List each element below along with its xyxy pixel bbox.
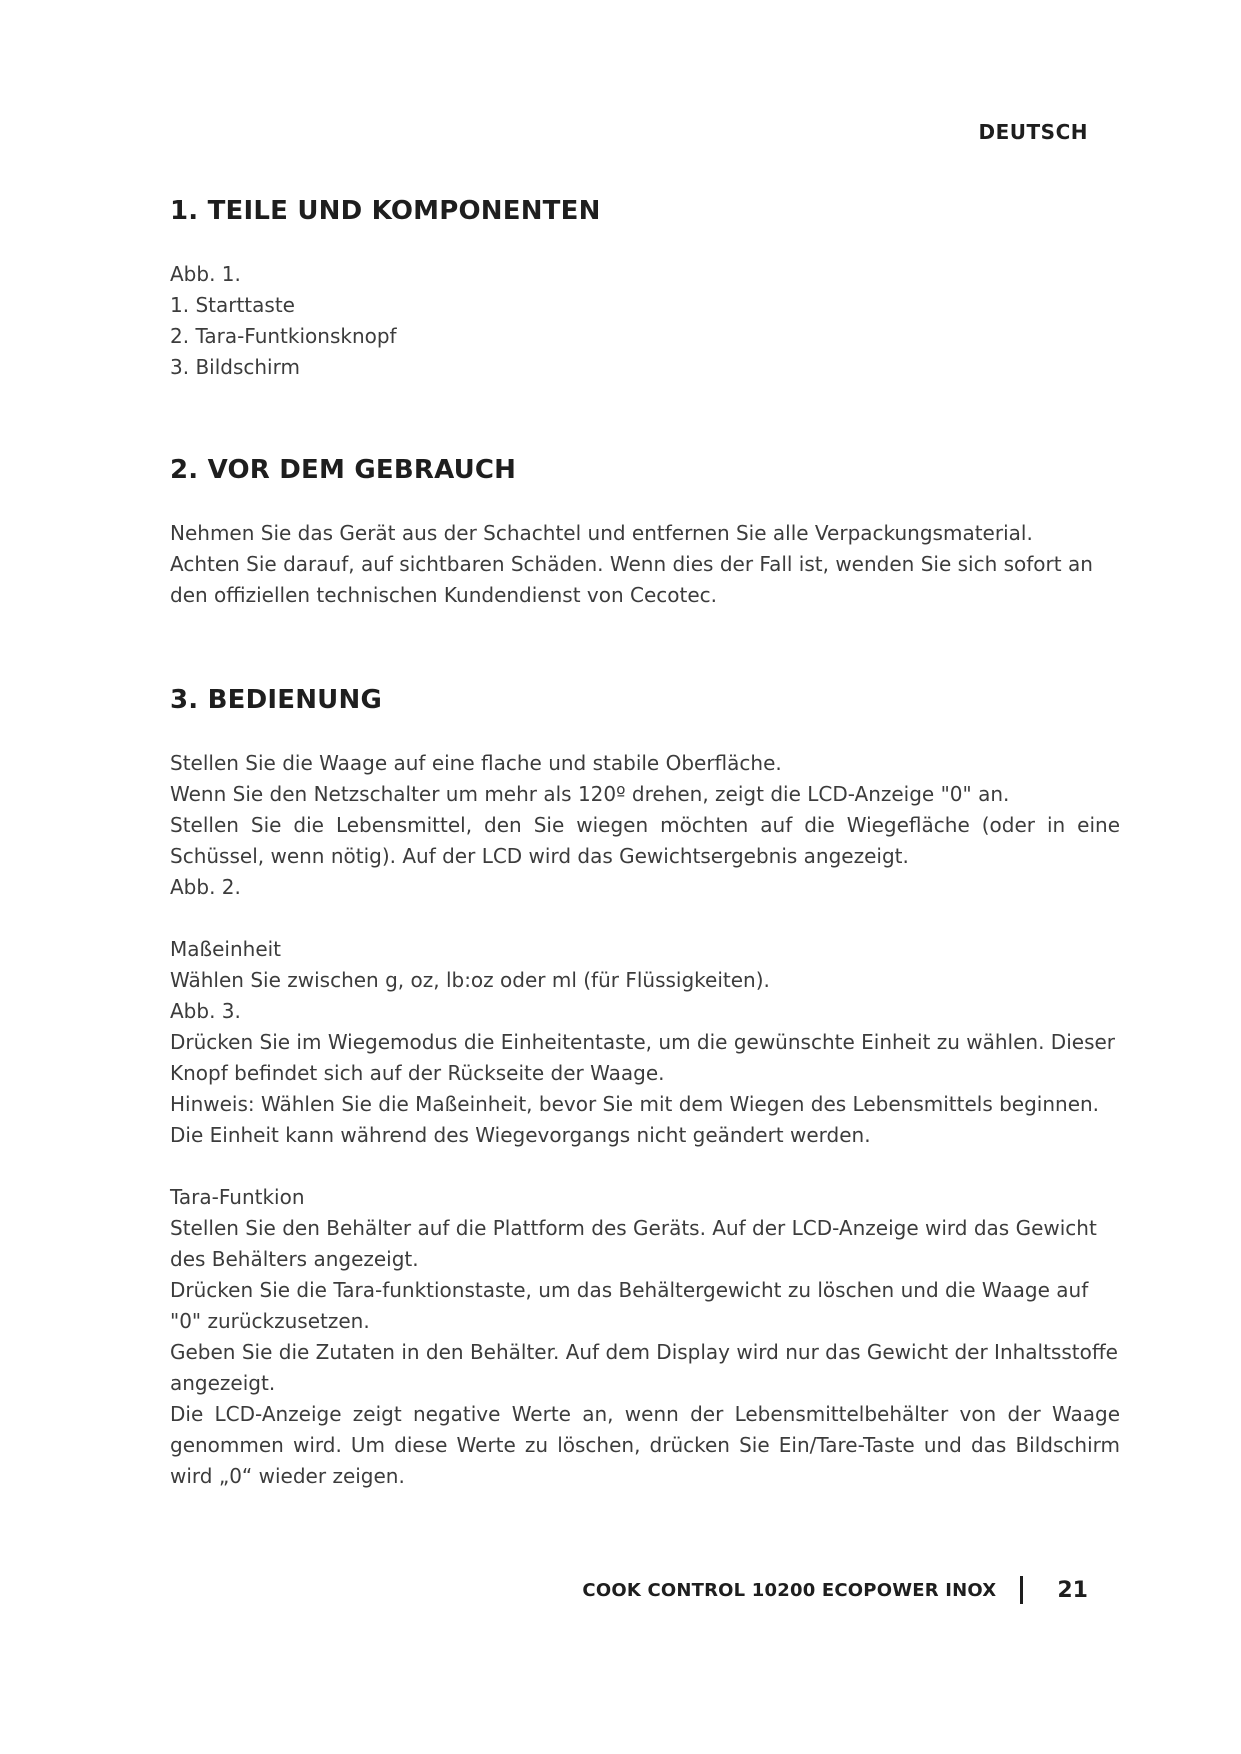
paragraph: Geben Sie die Zutaten in den Behälter. Auf dem Display wird nur das Gewicht der Inhaltsstoffe angezeigt.: [170, 1340, 1118, 1395]
section-title-operation: 3. BEDIENUNG: [170, 685, 382, 715]
model-name: COOK CONTROL 10200 ECOPOWER INOX: [582, 1579, 997, 1601]
subheading-tara: Tara-Funtkion: [170, 1185, 305, 1209]
parts-item: 3. Bildschirm: [170, 355, 300, 379]
parts-list: [170, 259, 1120, 383]
paragraph: Stellen Sie die Lebensmittel, den Sie wiegen möchten auf die Wiegefläche (oder in eine Schüssel, wenn nötig). Auf der LCD wird das Gewichtsergebnis angezeigt.: [170, 813, 1120, 868]
page-footer: [582, 1576, 1088, 1604]
paragraph: Drücken Sie im Wiegemodus die Einheitentaste, um die gewünschte Einheit zu wählen. Dieser Knopf befindet sich auf der Rückseite der Waage.: [170, 1030, 1116, 1085]
paragraph: Wenn Sie den Netzschalter um mehr als 120º drehen, zeigt die LCD-Anzeige "0" an.: [170, 782, 1010, 806]
paragraph: Die LCD-Anzeige zeigt negative Werte an, wenn der Lebensmittelbehälter von der Waage genommen wird. Um diese Werte zu löschen, drücken Sie Ein/Tare-Taste und das Bildschirm wird „0“ wieder zeigen.: [170, 1402, 1120, 1488]
paragraph: Stellen Sie den Behälter auf die Plattform des Geräts. Auf der LCD-Anzeige wird das Gewicht des Behälters angezeigt.: [170, 1216, 1097, 1271]
figure-ref: Abb. 2.: [170, 875, 241, 899]
operation-text: [170, 748, 1120, 1492]
parts-item: 2. Tara-Funtkionsknopf: [170, 324, 397, 348]
parts-figure-ref: Abb. 1.: [170, 262, 241, 286]
paragraph: Achten Sie darauf, auf sichtbaren Schäden. Wenn dies der Fall ist, wenden Sie sich sofort an den offiziellen technischen Kundendienst von Cecotec.: [170, 552, 1093, 607]
paragraph: Wählen Sie zwischen g, oz, lb:oz oder ml (für Flüssigkeiten).: [170, 968, 770, 992]
before-use-text: [170, 518, 1120, 611]
paragraph: Die Einheit kann während des Wiegevorgangs nicht geändert werden.: [170, 1123, 871, 1147]
paragraph: Stellen Sie die Waage auf eine flache und stabile Oberfläche.: [170, 751, 782, 775]
footer-divider: [1020, 1576, 1023, 1604]
language-label: DEUTSCH: [978, 120, 1088, 144]
section-title-parts: 1. TEILE UND KOMPONENTEN: [170, 196, 601, 226]
paragraph: Drücken Sie die Tara-funktionstaste, um das Behältergewicht zu löschen und die Waage auf "0" zurückzusetzen.: [170, 1278, 1089, 1333]
section-title-before-use: 2. VOR DEM GEBRAUCH: [170, 455, 517, 485]
paragraph: Nehmen Sie das Gerät aus der Schachtel und entfernen Sie alle Verpackungsmaterial.: [170, 521, 1033, 545]
subheading-unit: Maßeinheit: [170, 937, 282, 961]
page-content: [170, 196, 1120, 1492]
parts-item: 1. Starttaste: [170, 293, 295, 317]
figure-ref: Abb. 3.: [170, 999, 241, 1023]
note: Hinweis: Wählen Sie die Maßeinheit, bevor Sie mit dem Wiegen des Lebensmittels beginnen.: [170, 1092, 1100, 1116]
page-number: 21: [1057, 1577, 1088, 1603]
